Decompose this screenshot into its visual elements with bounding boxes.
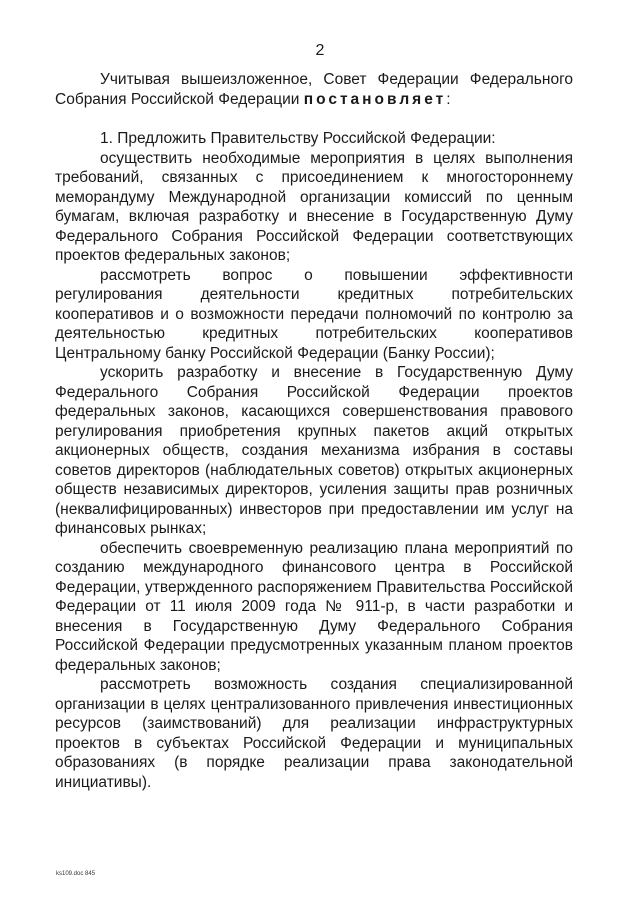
intro-colon: : [446, 90, 451, 108]
paragraph-shareholder-legislation: ускорить разработку и внесение в Государственную Думу Федерального Собрания Российской Федерации проектов федеральных законов, касающихся совершенствования правового регулирования приобретения крупных пакетов акций открытых акционерных обществ, создания механизма избрания в составы советов директоров (наблюдательных советов) открытых акционерных обществ независимых директоров, усиления защиты прав розничных (неквалифицированных) инвесторов при предоставлении им услуг на финансовых рынках; [55, 364, 573, 537]
item-heading: 1. Предложить Правительству Российской Федерации: [100, 130, 496, 147]
page-number: 2 [315, 42, 325, 59]
intro-paragraph [55, 70, 573, 109]
intro-text: Учитывая вышеизложенное, Совет Федерации Федерального Собрания Российской Федерации [55, 71, 573, 108]
paragraph-credit-cooperatives: рассмотреть вопрос о повышении эффективности регулирования деятельности кредитных потребительских кооперативов и о возможности передачи полномочий по контролю за деятельностью кредитных потребительских кооперативов Центральному банку Российской Федерации (Банку России); [55, 266, 573, 362]
footer-file-reference: ks109.doc 845 [56, 871, 96, 877]
document-body [55, 70, 573, 792]
paragraph-securities-memorandum: осуществить необходимые мероприятия в целях выполнения требований, связанных с присоединением к многостороннему меморандуму Международной организации комиссий по ценным бумагам, включая разработку и внесение в Государственную Думу Федерального Собрания Российской Федерации соответствующих проектов федеральных законов; [55, 149, 573, 264]
paragraph-investment-organization: рассмотреть возможность создания специализированной организации в целях централизованного привлечения инвестиционных ресурсов (заимствований) для реализации инфраструктурных проектов в субъектах Российской Федерации и муниципальных образованиях (в порядке реализации права законодательной инициативы). [55, 676, 573, 791]
paragraph-gap [55, 109, 573, 129]
paragraph-financial-center: обеспечить своевременную реализацию плана мероприятий по созданию международного финансового центра в Российской Федерации, утвержденного распоряжением Правительства Российской Федерации от 11 июля 2009 года № 911-р, в части разработки и внесения в Государственную Думу Федерального Собрания Российской Федерации предусмотренных указанным планом проектов федеральных законов; [55, 539, 573, 674]
decision-word: постановляет [303, 90, 447, 108]
